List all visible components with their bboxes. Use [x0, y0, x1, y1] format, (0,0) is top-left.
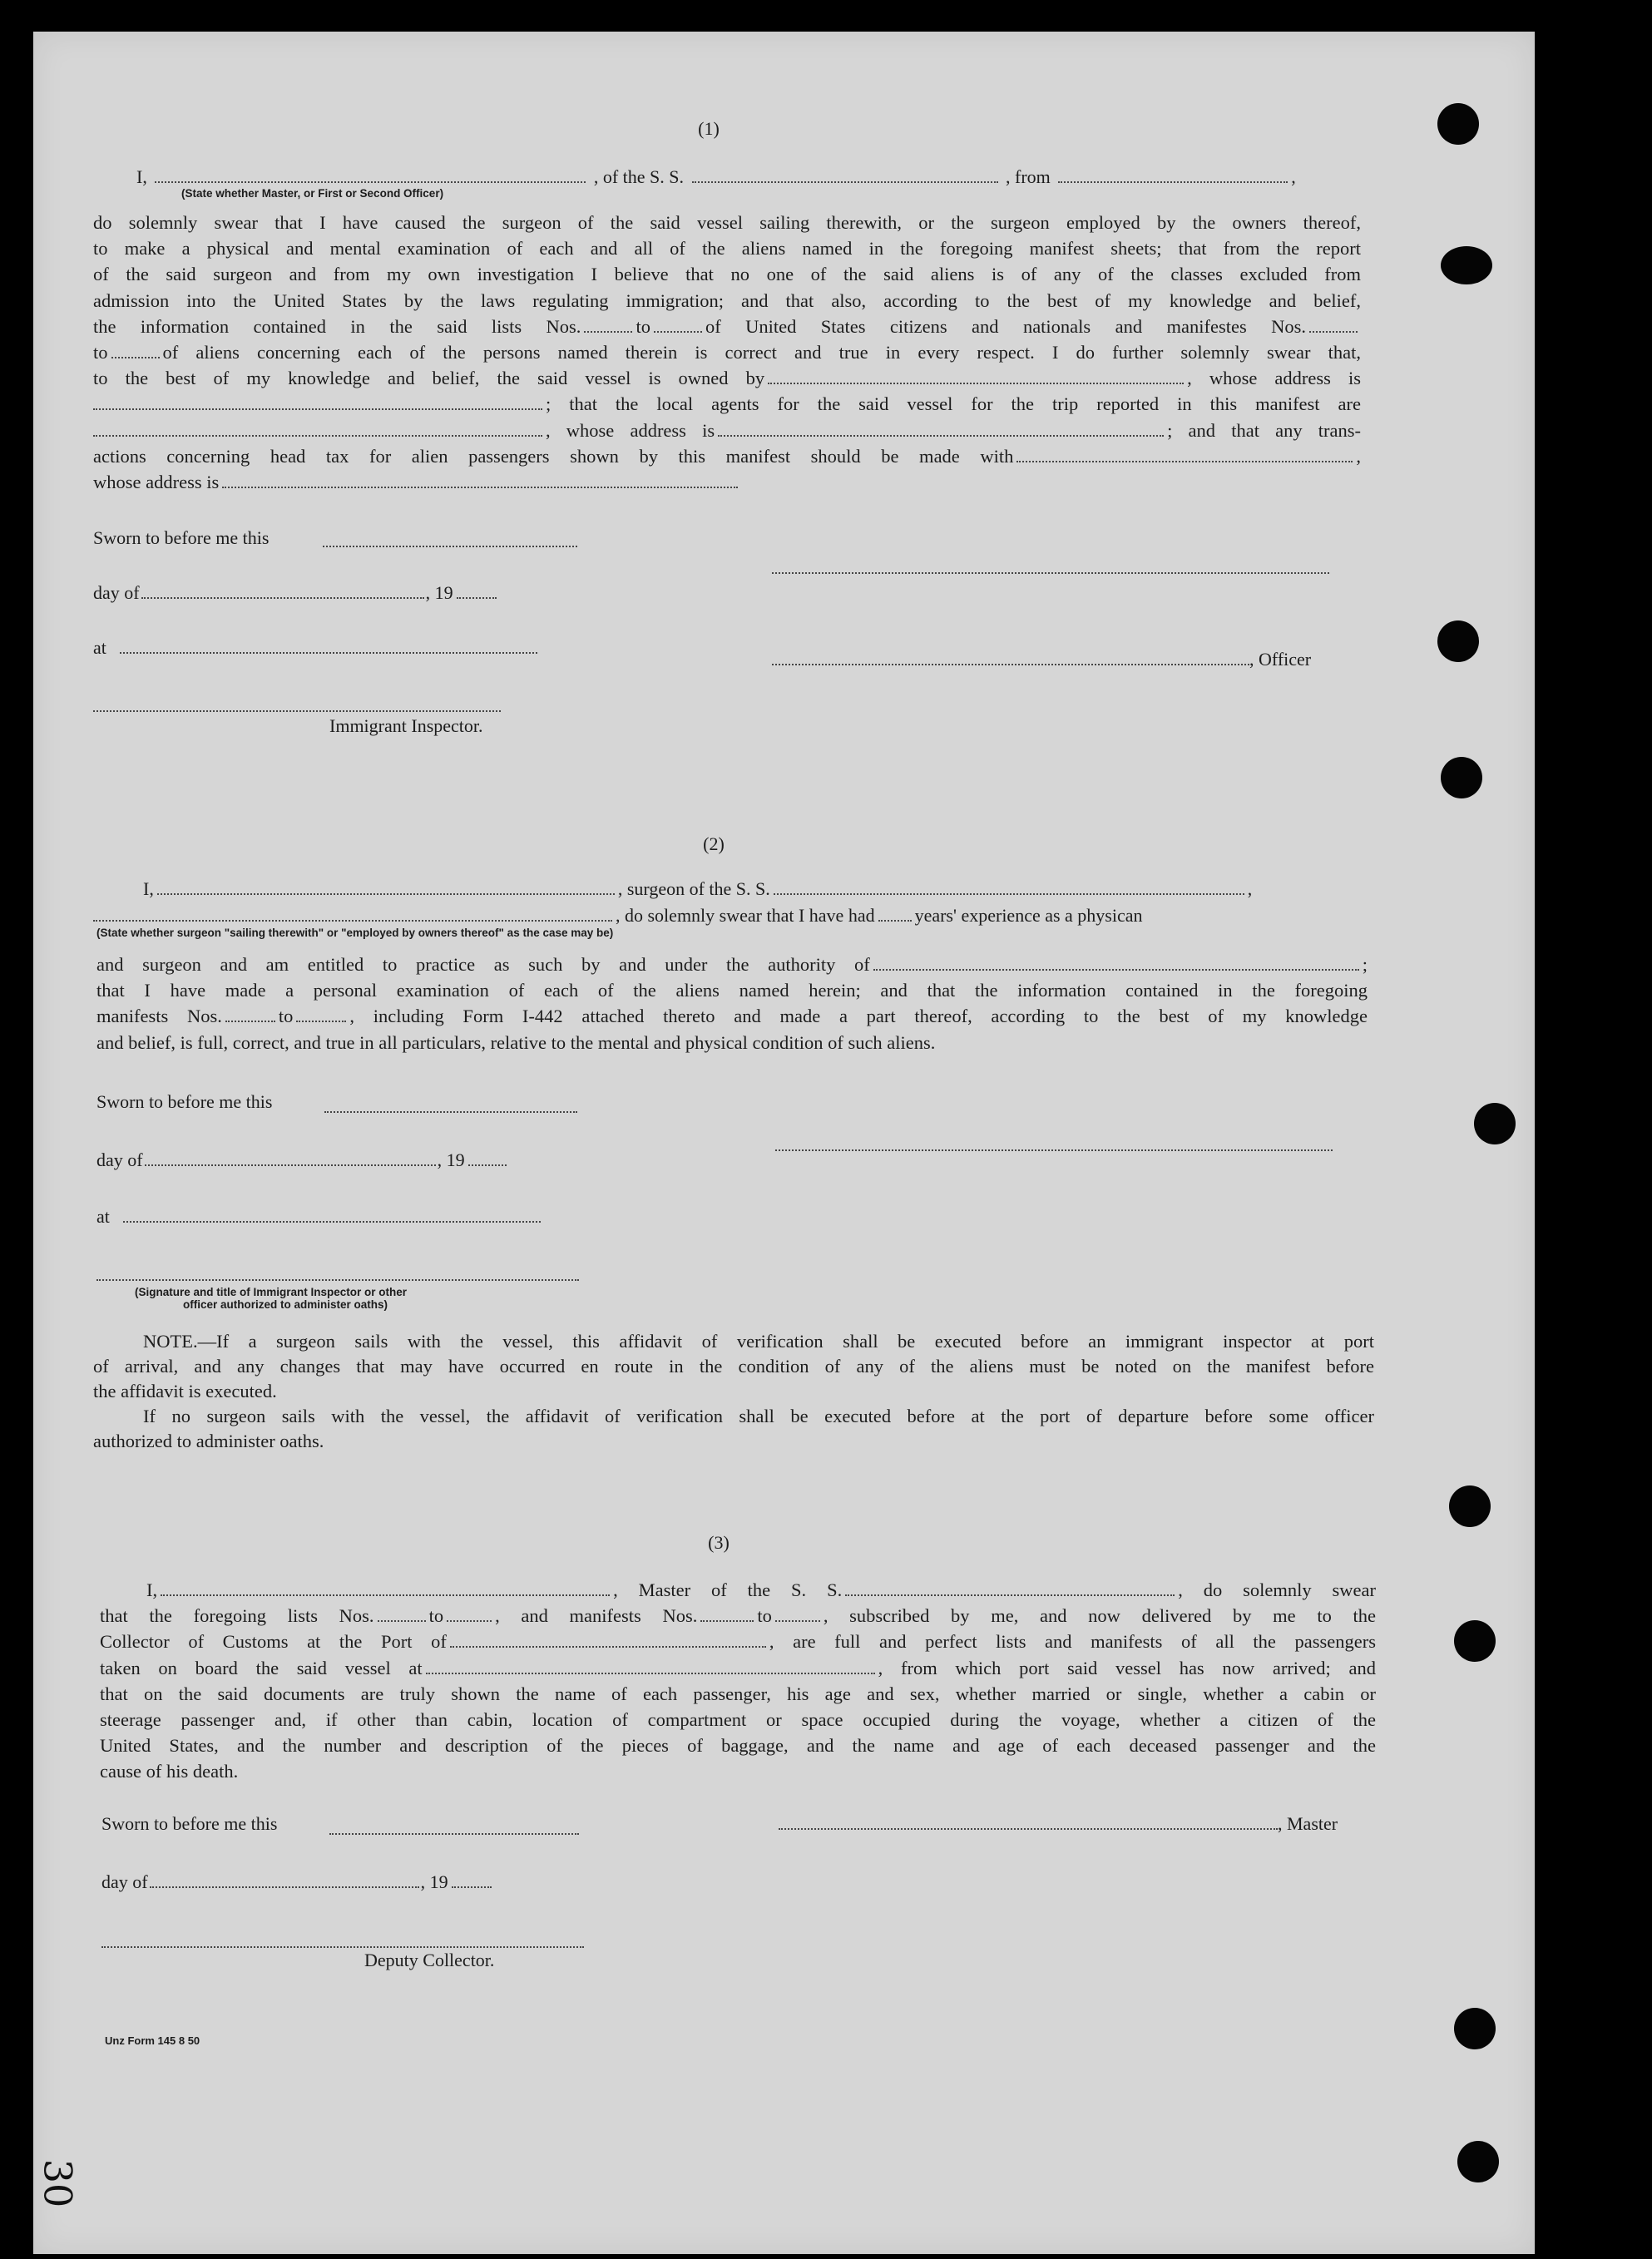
- section-1-number: (1): [698, 118, 720, 139]
- handwritten-page-mark: 30: [35, 2158, 81, 2208]
- officer-signature-1: , Officer: [772, 649, 1311, 670]
- form-number: Unz Form 145 8 50: [105, 2034, 200, 2047]
- signature-title-note-1: (Signature and title of Immigrant Inspector or other: [135, 1286, 408, 1298]
- sworn-label-1: Sworn to before me this: [93, 527, 270, 548]
- master-signature: , Master: [779, 1813, 1338, 1835]
- signature-title-note-2: officer authorized to administer oaths): [183, 1298, 388, 1311]
- punch-hole: [1437, 620, 1479, 662]
- day-of-label-3: day of , 19: [101, 1871, 495, 1893]
- section-3-number: (3): [708, 1532, 730, 1553]
- deputy-signature-line[interactable]: [101, 1946, 584, 1948]
- section-3-body: I, , Master of the S. S. , do solemnly swear that the foregoing lists Nos. to , and manifests Nos. to , subscribed by me, and now delivered by me to the Collector of Customs at the Port of , are full and perfect lists and manifests of all the passengers taken on board the said vessel at , from which port said vessel has now arrived; and that on the said documents are truly shown the name of each passenger, his age and sex, whether married or single, whether a cabin or steerage passenger and, if other than cabin, location of compartment or space occupied during the voyage, whether a citizen of the United States, and the number and description of the pieces of baggage, and the name and age of each deceased passenger and the cause of his death.: [100, 1579, 1377, 1782]
- inspector-signature-line-1[interactable]: [93, 710, 501, 712]
- sworn-label-2: Sworn to before me this: [96, 1091, 273, 1112]
- punch-hole: [1454, 2008, 1496, 2049]
- officer-signature-line-top[interactable]: [772, 572, 1329, 574]
- punch-hole: [1454, 1620, 1496, 1662]
- at-label-2: at: [96, 1206, 544, 1228]
- officer-note: (State whether Master, or First or Second Officer): [181, 187, 444, 200]
- punch-hole: [1474, 1103, 1516, 1144]
- sworn-date-field-3[interactable]: [329, 1833, 579, 1835]
- punch-hole: [1449, 1485, 1491, 1527]
- sworn-date-field-2[interactable]: [324, 1111, 577, 1113]
- surgeon-signature-line[interactable]: [775, 1149, 1333, 1151]
- section-2-swear: , do solemnly swear that I have had years' experience as a physican: [93, 903, 1374, 928]
- punch-hole: [1441, 246, 1492, 284]
- deputy-collector-label: Deputy Collector.: [364, 1950, 495, 1970]
- at-label-1: at: [93, 637, 541, 659]
- day-of-label-2: day of , 19: [96, 1149, 510, 1171]
- sworn-label-3: Sworn to before me this: [101, 1813, 278, 1834]
- punch-hole: [1441, 757, 1482, 798]
- inspector-signature-line-2[interactable]: [96, 1279, 579, 1281]
- section-2-intro: I, , surgeon of the S. S. ,: [143, 878, 1253, 899]
- punch-hole: [1437, 103, 1479, 145]
- note-block: NOTE.—If a surgeon sails with the vessel, this affidavit of verification shall be executed before an immigrant inspector at port of arrival, and any changes that may have occurred en route in the condition of any of the aliens must be noted on the manifest before the affidavit is executed. If no surgeon sails with the vessel, the affidavit of verification shall be executed before at the port of departure before some officer authorized to administer oaths.: [93, 1331, 1374, 1451]
- section-1-intro: I, , of the S. S. , from ,: [136, 166, 1296, 187]
- sworn-date-field-1[interactable]: [323, 546, 577, 547]
- section-1-body: do solemnly swear that I have caused the surgeon of the said vessel sailing therewith, or the surgeon employed by the owners thereof, to make a physical and mental examination of each and all of the aliens named in the foregoing manifest sheets; that from the report of the said surgeon and from my own investigation I believe that no one of the said aliens is of any of the classes excluded from admission into the United States by the laws regulating immigration; and that also, according to the best of my knowledge and belief, the information contained in the said lists Nos. to of United States citizens and nationals and manifestes Nos. to of aliens concerning each of the persons named therein is correct and true in every respect. I do further solemnly swear that, to the best of my knowledge and belief, the said vessel is owned by , whose address is ; that the local agents for the said vessel for the trip reported in this manifest are , whose address is ; and that any trans- actions concerning head tax for alien passengers shown by this manifest should be made with , whose address is: [93, 212, 1361, 493]
- section-2-body: and surgeon and am entitled to practice as such by and under the authority of ; that I have made a personal examination of each of the aliens named herein; and that the information contained in the foregoing manifests Nos. to , including Form I-442 attached thereto and made a part thereof, according to the best of my knowledge and belief, is full, correct, and true in all particulars, relative to the mental and physical condition of such aliens.: [96, 954, 1368, 1053]
- form-sheet: [33, 32, 1535, 2254]
- punch-hole: [1457, 2141, 1499, 2182]
- immigrant-inspector-label: Immigrant Inspector.: [329, 715, 483, 736]
- surgeon-note: (State whether surgeon "sailing therewith" or "employed by owners thereof" as the case may be): [96, 927, 614, 939]
- day-of-label-1: day of , 19: [93, 582, 500, 604]
- section-2-number: (2): [703, 833, 725, 854]
